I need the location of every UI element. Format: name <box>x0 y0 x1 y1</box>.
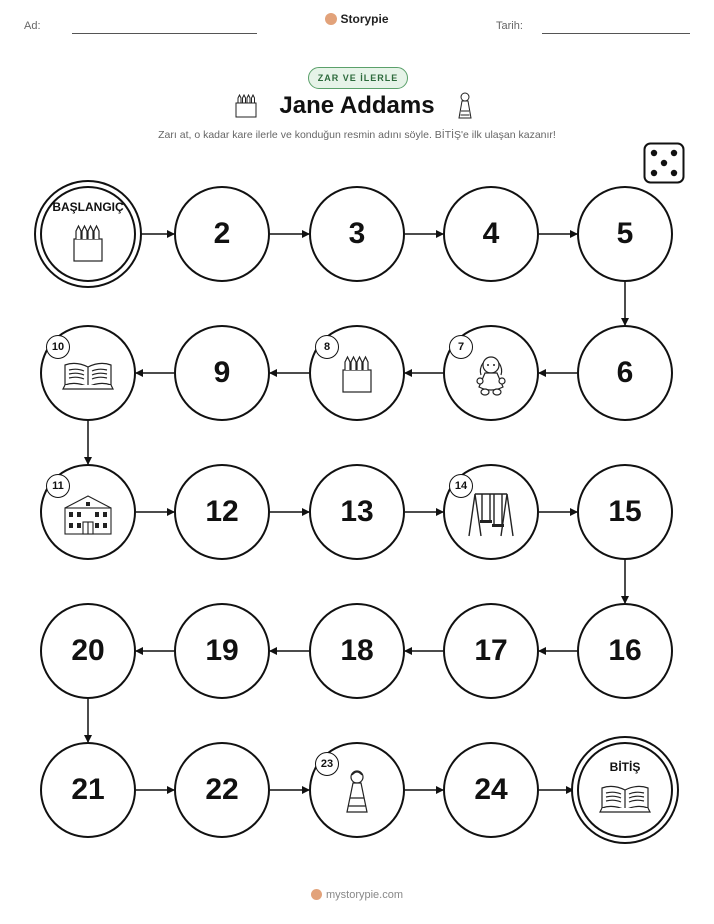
finish-label: BİTİŞ <box>609 760 641 774</box>
board-cell-23[interactable] <box>309 742 405 838</box>
board-cell-20[interactable] <box>40 603 136 699</box>
board-cell-24[interactable] <box>443 742 539 838</box>
board-cell-4[interactable] <box>443 186 539 282</box>
crayons-icon <box>71 224 105 269</box>
board-cell-13[interactable] <box>309 464 405 560</box>
board-cell-11[interactable] <box>40 464 136 560</box>
board-cell-15[interactable] <box>577 464 673 560</box>
board-cell-22[interactable] <box>174 742 270 838</box>
finish-cell[interactable] <box>577 742 673 838</box>
cell-number: 12 <box>205 495 239 528</box>
cell-number: 24 <box>474 773 508 806</box>
board-cell-19[interactable] <box>174 603 270 699</box>
book-icon <box>62 359 114 396</box>
cell-number: 22 <box>205 773 239 806</box>
cell-number: 17 <box>474 634 508 667</box>
board-cell-10[interactable] <box>40 325 136 421</box>
start-cell[interactable] <box>40 186 136 282</box>
board-cell-3[interactable] <box>309 186 405 282</box>
name-label: Ad: <box>24 20 41 32</box>
swing-icon <box>465 490 517 543</box>
board-cell-12[interactable] <box>174 464 270 560</box>
board-cell-17[interactable] <box>443 603 539 699</box>
cell-number: 13 <box>340 495 374 528</box>
footer-url: mystorypie.com <box>325 889 404 901</box>
brand-name: Storypie <box>340 12 389 26</box>
cell-number: 16 <box>608 634 642 667</box>
board-cell-7[interactable] <box>443 325 539 421</box>
cell-number: 3 <box>348 217 366 250</box>
board-cell-21[interactable] <box>40 742 136 838</box>
board-cell-9[interactable] <box>174 325 270 421</box>
cell-number: 18 <box>340 634 374 667</box>
cell-number-badge: 7 <box>449 335 473 359</box>
cell-number-badge: 23 <box>315 752 339 776</box>
cell-number: 2 <box>213 217 231 250</box>
crayons-icon <box>340 355 374 400</box>
board-cell-14[interactable] <box>443 464 539 560</box>
cell-number-badge: 14 <box>449 474 473 498</box>
cell-number: 9 <box>213 356 231 389</box>
start-label: BAŞLANGIÇ <box>52 200 124 214</box>
building-icon <box>59 492 117 541</box>
date-label: Tarih: <box>496 20 523 32</box>
cell-number: 20 <box>71 634 105 667</box>
footer <box>0 889 714 901</box>
doll-icon <box>469 353 513 402</box>
figurine-icon <box>342 768 372 821</box>
board-cell-18[interactable] <box>309 603 405 699</box>
cell-number-badge: 10 <box>46 335 70 359</box>
board-cell-16[interactable] <box>577 603 673 699</box>
cell-number: 15 <box>608 495 642 528</box>
cell-number-badge: 11 <box>46 474 70 498</box>
instructions: Zarı at, o kadar kare ilerle ve konduğun resmin adını söyle. BİTİŞ'e ilk ulaşan kazanır! <box>158 129 556 141</box>
bear-logo-icon <box>311 889 322 900</box>
cell-number: 5 <box>616 217 634 250</box>
cell-number: 6 <box>616 356 634 389</box>
board-cell-6[interactable] <box>577 325 673 421</box>
game-type-badge: ZAR VE İLERLE <box>308 67 408 89</box>
board-cell-2[interactable] <box>174 186 270 282</box>
board-cell-5[interactable] <box>577 186 673 282</box>
page-title: Jane Addams <box>279 92 435 119</box>
book-icon <box>599 782 651 819</box>
cell-number: 19 <box>205 634 239 667</box>
cell-number: 21 <box>71 773 105 806</box>
board-cell-8[interactable] <box>309 325 405 421</box>
cell-number-badge: 8 <box>315 335 339 359</box>
cell-number: 4 <box>482 217 500 250</box>
